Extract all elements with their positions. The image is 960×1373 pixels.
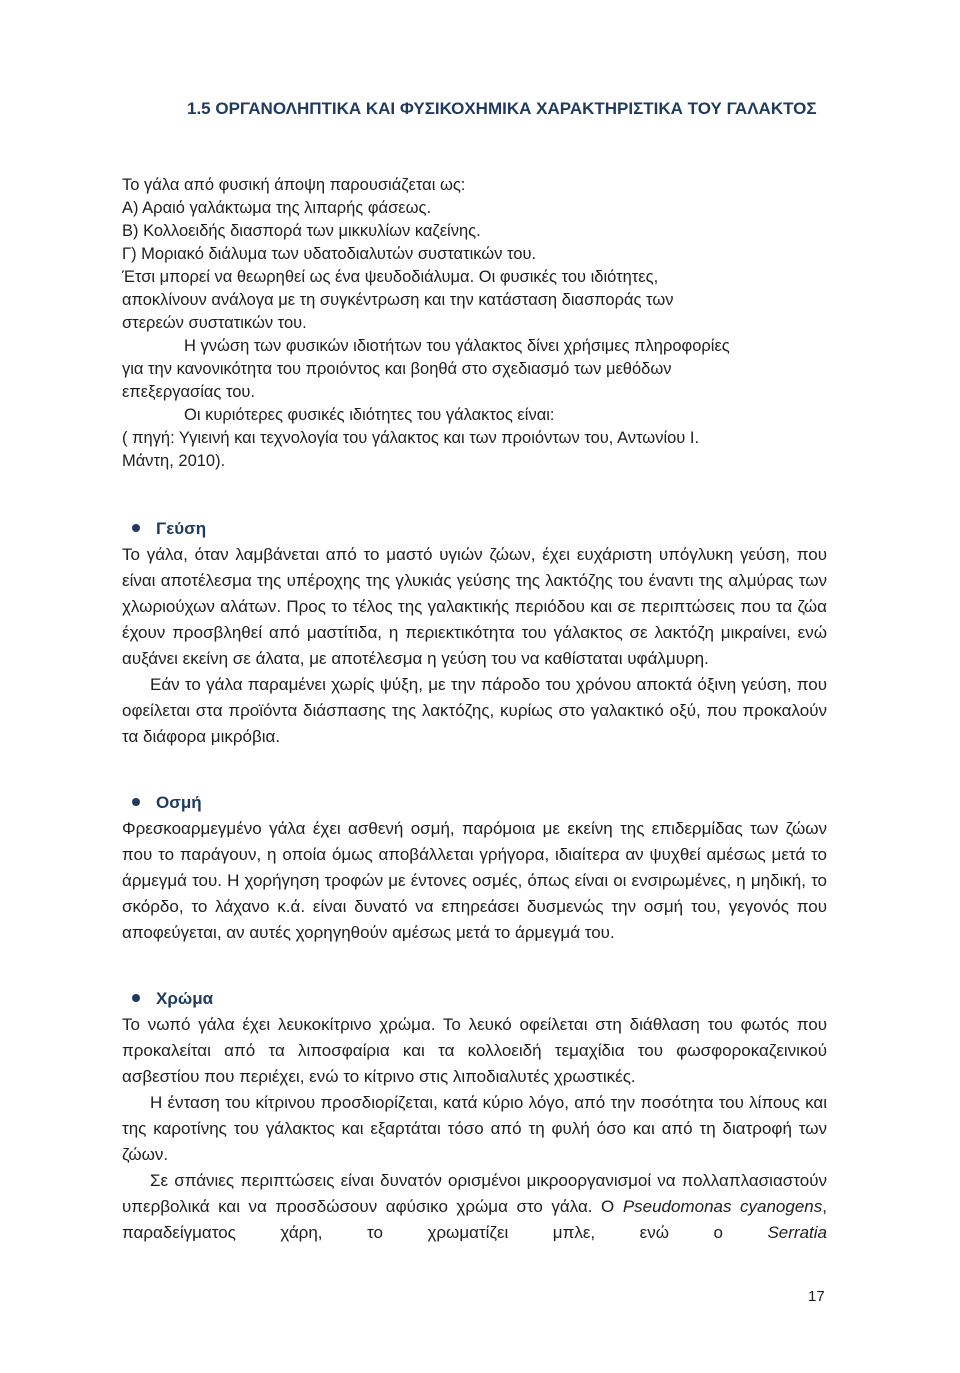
color-paragraph-2: Η ένταση του κίτρινου προσδιορίζεται, κατά κύριο λόγο, από την ποσότητα του λίπους και της καροτίνης του γάλακτος και εξαρτάται τόσο από τη φυλή όσο και από τη διατροφή των ζώων.: [122, 1093, 827, 1164]
intro-line: επεξεργασίας του.: [122, 383, 256, 401]
smell-heading: [122, 789, 827, 816]
species-name: Serratia: [767, 1223, 827, 1242]
color-section: [122, 985, 827, 1246]
intro-line: αποκλίνουν ανάλογα με τη συγκέντρωση και την κατάσταση διασποράς των: [122, 291, 674, 309]
color-p3-text-a: Σε σπάνιες περιπτώσεις είναι δυνατόν ορισμένοι μικροοργανισμοί να πολλαπλασιαστούν υπερβολικά και να προσδώσουν αφύσικο χρώμα στο γάλα. Ο: [122, 1171, 827, 1216]
color-paragraph-3: [122, 1168, 827, 1246]
color-paragraph-1: Το νωπό γάλα έχει λευκοκίτρινο χρώμα. Το λευκό οφείλεται στη διάθλαση του φωτός που προκαλείται από τα λιποσφαίρια και τα κολλοειδή τεμαχίδια του φωσφοροκαζεινικού ασβεστίου που περιέχει, ενώ το κίτρινο στις λιποδιαλυτές χρωστικές.: [122, 1015, 827, 1086]
taste-title: Γεύση: [156, 519, 207, 538]
color-heading: [122, 985, 827, 1012]
intro-line: Β) Κολλοειδής διασπορά των μικκυλίων καζείνης.: [122, 222, 481, 240]
taste-section: [122, 515, 827, 750]
smell-section: [122, 789, 827, 946]
intro-line: στερεών συστατικών του.: [122, 314, 307, 332]
intro-line: Έτσι μπορεί να θεωρηθεί ως ένα ψευδοδιάλυμα. Οι φυσικές του ιδιότητες,: [122, 268, 659, 286]
intro-line: Το γάλα από φυσική άποψη παρουσιάζεται ως:: [122, 176, 466, 194]
intro-line: Η γνώση των φυσικών ιδιοτήτων του γάλακτος δίνει χρήσιμες πληροφορίες: [184, 337, 730, 355]
taste-heading: [122, 515, 827, 542]
page-number: 17: [808, 1288, 825, 1305]
intro-block: [122, 174, 832, 473]
species-name: Pseudomonas cyanogens: [622, 1197, 823, 1216]
intro-line: Α) Αραιό γαλάκτωμα της λιπαρής φάσεως.: [122, 199, 432, 217]
intro-line: Μάντη, 2010).: [122, 452, 226, 470]
bullet-icon: [132, 994, 140, 1002]
smell-paragraph-1: Φρεσκοαρμεγμένο γάλα έχει ασθενή οσμή, παρόμοια με εκείνη της επιδερμίδας των ζώων που το παράγουν, η οποία όμως αποβάλλεται γρήγορα, ιδιαίτερα αν ψυχθεί αμέσως μετά το άρμεγμά του. Η χορήγηση τροφών με έντονες οσμές, όπως είναι οι ενσιρωμένες, η μηδική, το σκόρδο, το λάχανο κ.ά. είναι δυνατό να επηρεάσει δυσμενώς την οσμή του, γεγονός που αποφεύγεται, αν αυτές χορηγηθούν αμέσως μετά το άρμεγμά του.: [122, 819, 827, 942]
color-title: Χρώμα: [156, 989, 214, 1008]
intro-line: για την κανονικότητα του προιόντος και βοηθά στο σχεδιασμό των μεθόδων: [122, 360, 672, 378]
intro-line: ( πηγή: Υγιεινή και τεχνολογία του γάλακτος και των προιόντων του, Αντωνίου Ι.: [122, 429, 700, 447]
intro-line: Οι κυριότερες φυσικές ιδιότητες του γάλακτος είναι:: [184, 406, 555, 424]
taste-paragraph-2: Εάν το γάλα παραμένει χωρίς ψύξη, με την πάροδο του χρόνου αποκτά όξινη γεύση, που οφείλεται στα προϊόντα διάσπασης της λακτόζης, κυρίως στο γαλακτικό οξύ, που προκαλούν τα διάφορα μικρόβια.: [122, 675, 827, 746]
bullet-icon: [132, 798, 140, 806]
taste-paragraph-1: Το γάλα, όταν λαμβάνεται από το μαστό υγιών ζώων, έχει ευχάριστη υπόγλυκη γεύση, που είναι αποτέλεσμα της υπέροχης της γλυκιάς γεύσης της λακτόζης του έναντι της αλμύρας των χλωριούχων αλάτων. Προς το τέλος της γαλακτικής περιόδου και σε περιπτώσεις που τα ζώα έχουν προσβληθεί από μαστίτιδα, η περιεκτικότητα του γάλακτος σε λακτόζη μικραίνει, ενώ αυξάνει εκείνη σε άλατα, με αποτέλεσμα η γεύση του να καθίσταται υφάλμυρη.: [122, 545, 827, 668]
color-p3-text-b: , παραδείγματος χάρη, το χρωματίζει μπλε, ενώ ο: [122, 1197, 827, 1242]
smell-title: Οσμή: [156, 793, 202, 812]
intro-line: Γ) Μοριακό διάλυμα των υδατοδιαλυτών συστατικών του.: [122, 245, 537, 263]
section-heading: 1.5 ΟΡΓΑΝΟΛΗΠΤΙΚΑ ΚΑΙ ΦΥΣΙΚΟΧΗΜΙΚΑ ΧΑΡΑΚΤΗΡΙΣΤΙΚΑ ΤΟΥ ΓΑΛΑΚΤΟΣ: [187, 99, 817, 118]
bullet-icon: [132, 524, 140, 532]
